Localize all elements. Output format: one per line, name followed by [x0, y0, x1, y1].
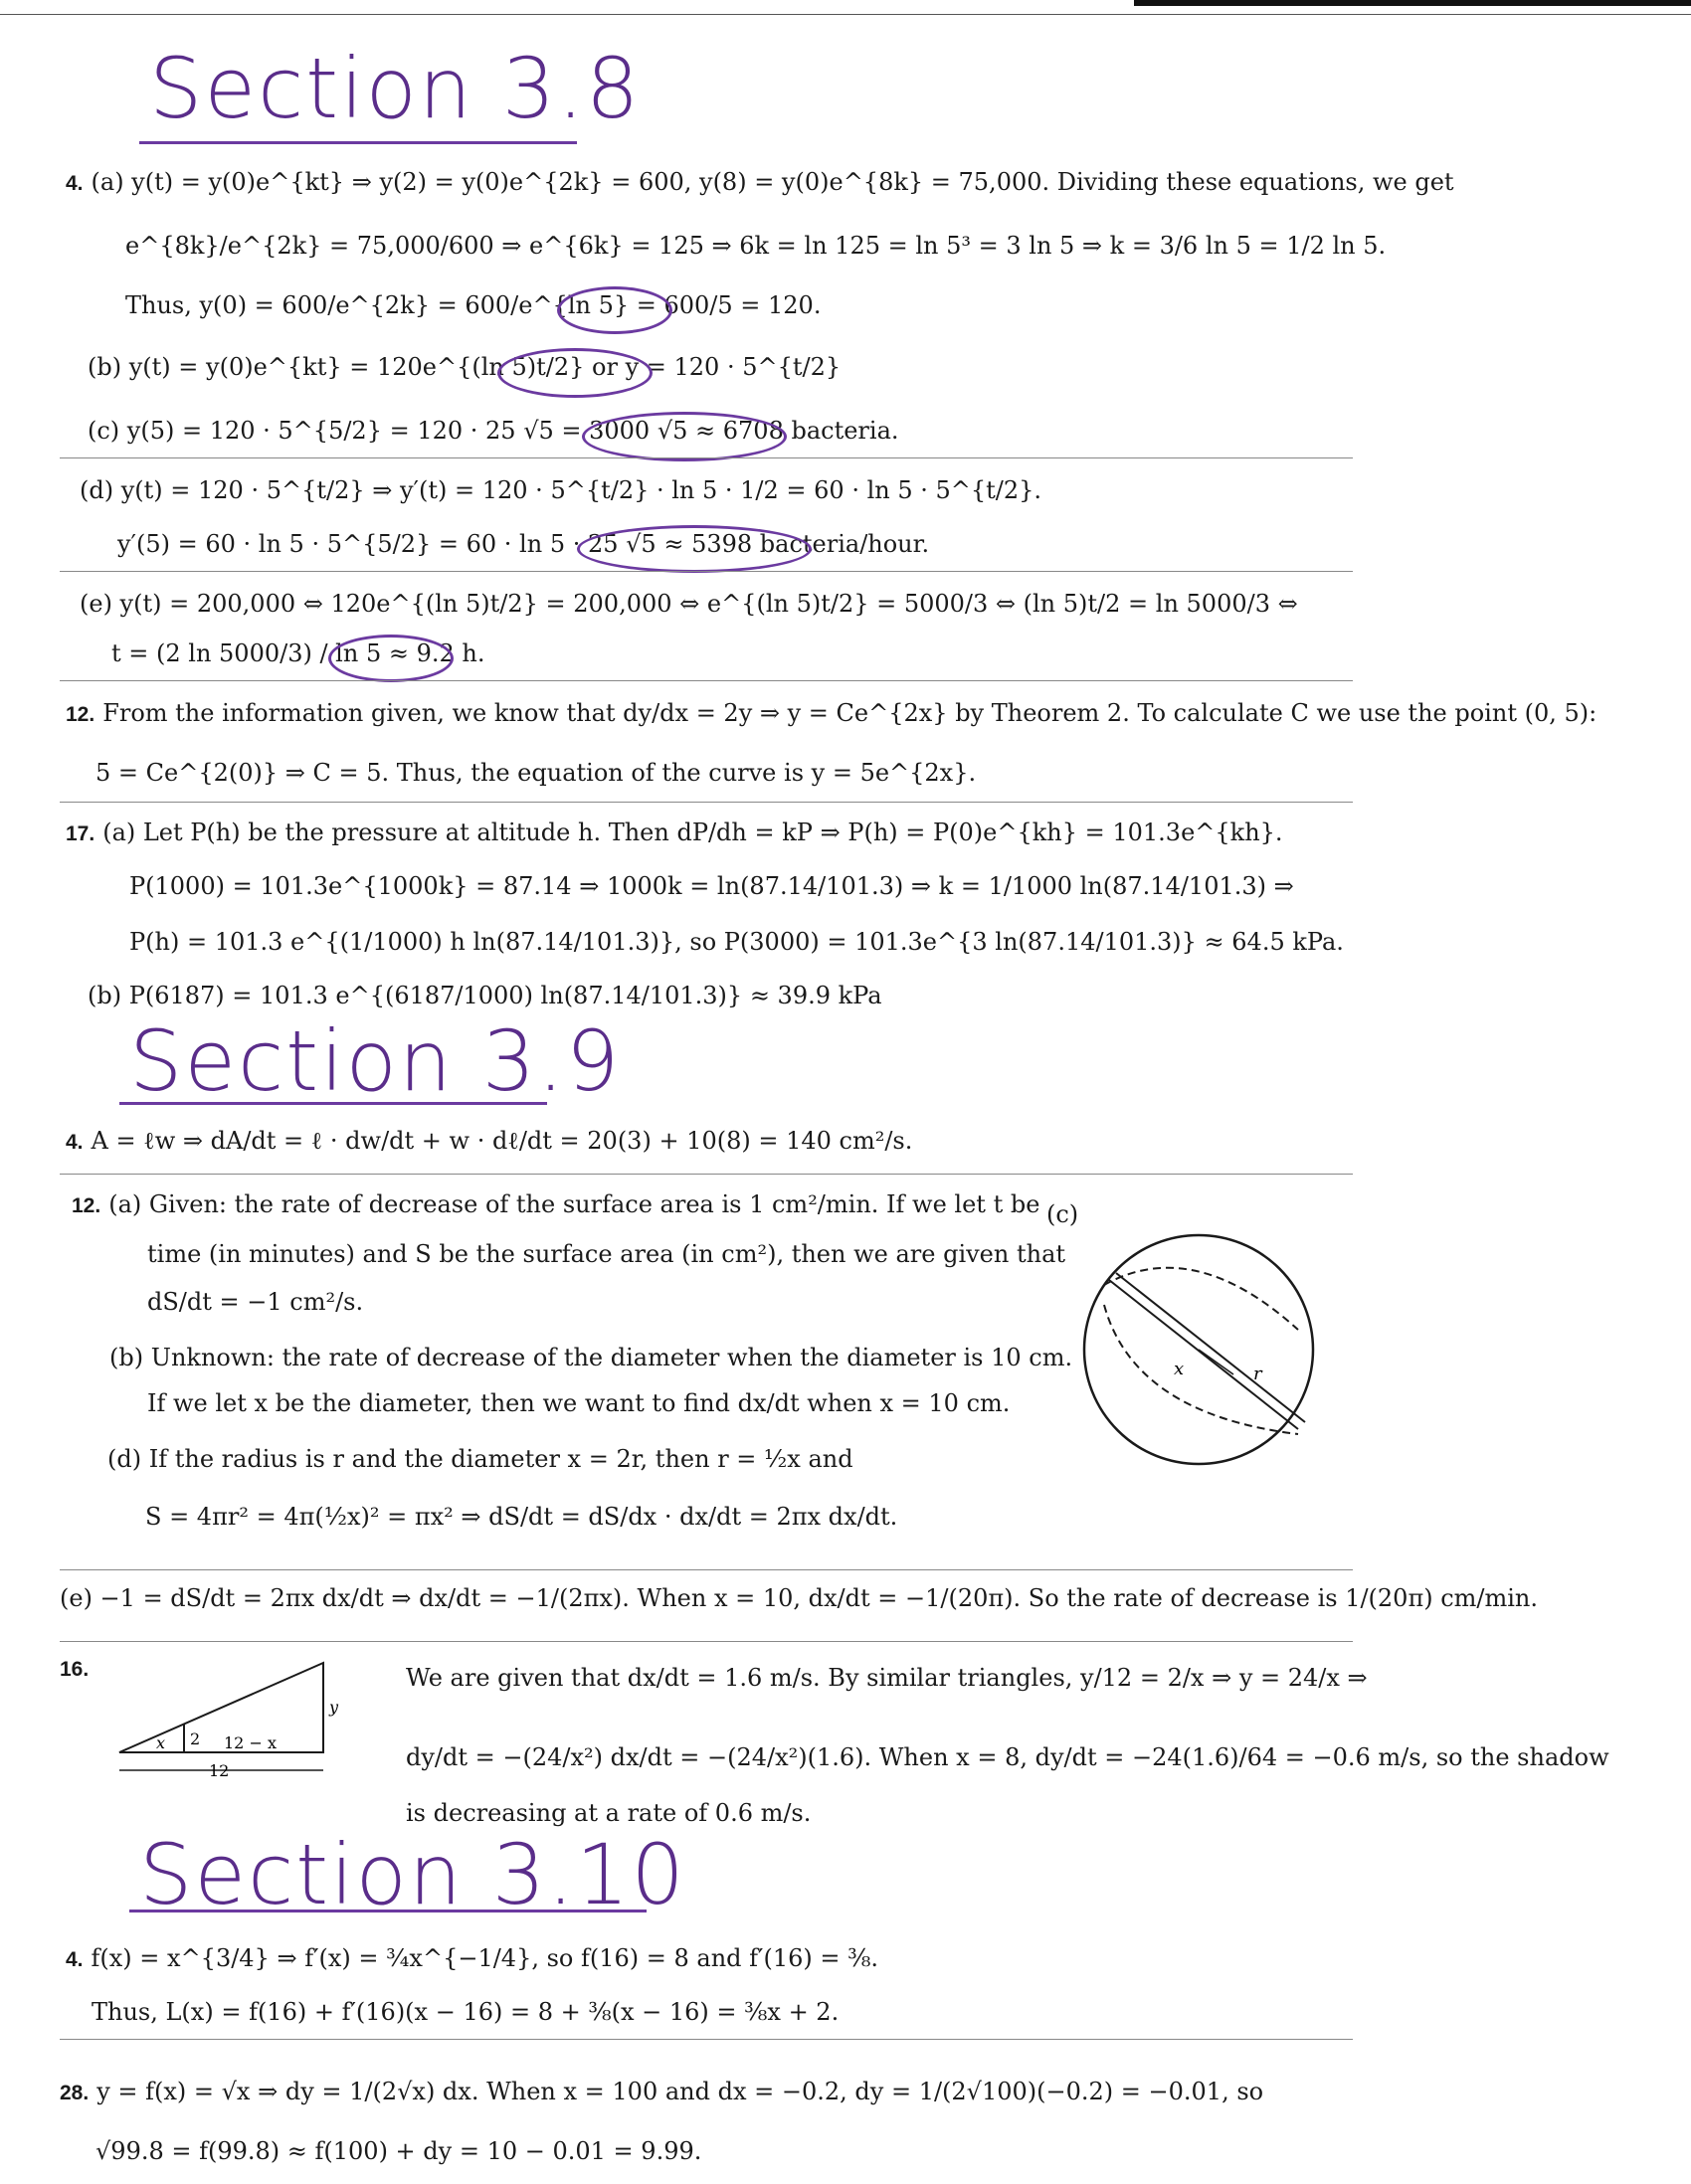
divider	[60, 1641, 1353, 1642]
problem-12-sphere-b1: (b) Unknown: the rate of decrease of the diameter when the diameter is 10 cm.	[109, 1344, 1073, 1371]
divider	[60, 680, 1353, 681]
problem-4-line-b: (b) y(t) = y(0)e^{kt} = 120e^{(ln 5)t/2} or y = 120 · 5^{t/2}	[88, 353, 842, 381]
section-3-9-heading: Section 3.9	[129, 1012, 622, 1110]
top-page-rule	[0, 14, 1691, 15]
problem-4-line-e2: t = (2 ln 5000/3) / ln 5 ≈ 9.2 h.	[111, 639, 485, 667]
problem-4-line-a2: e^{8k}/e^{2k} = 75,000/600 ⇒ e^{6k} = 125 ⇒ 6k = ln 125 = ln 5³ = 3 ln 5 ⇒ k = 3/6 ln 5 = 1/2 ln 5.	[125, 232, 1387, 260]
triangle-label-12: 12	[209, 1761, 230, 1780]
problem-4-line-a3: Thus, y(0) = 600/e^{2k} = 600/e^{ln 5} = 600/5 = 120.	[125, 291, 822, 319]
section-3-8-heading: Section 3.8	[149, 40, 642, 137]
circled-answer	[497, 348, 653, 398]
triangle-shape	[119, 1663, 323, 1752]
diameter-line	[1109, 1280, 1298, 1429]
problem-12-sphere-a3: dS/dt = −1 cm²/s.	[147, 1288, 364, 1316]
divider	[60, 2039, 1353, 2040]
problem-4-line-c: (c) y(5) = 120 · 5^{5/2} = 120 · 25 √5 = 3000 √5 ≈ 6708 bacteria.	[88, 417, 899, 445]
problem-number: 12.	[72, 1194, 101, 1217]
section-3-8-underline	[139, 141, 577, 144]
sphere-diagram	[1074, 1225, 1323, 1474]
problem-12-sphere-b2: If we let x be the diameter, then we want to find dx/dt when x = 10 cm.	[147, 1389, 1011, 1417]
problem-12-line-1: 12. From the information given, we know that dy/dx = 2y ⇒ y = Ce^{2x} by Theorem 2. To calculate C we use the point (0, 5):	[66, 699, 1597, 727]
divider	[60, 1174, 1353, 1175]
problem-16-line-1: We are given that dx/dt = 1.6 m/s. By similar triangles, y/12 = 2/x ⇒ y = 24/x ⇒	[406, 1664, 1368, 1692]
problem-16-number	[60, 1653, 96, 1685]
section-3-10-underline	[129, 1910, 647, 1912]
circled-answer	[582, 412, 787, 461]
divider	[60, 571, 1353, 572]
problem-17-line-4: (b) P(6187) = 101.3 e^{(6187/1000) ln(87.14/101.3)} ≈ 39.9 kPa	[88, 982, 882, 1009]
problem-12-sphere-a2: time (in minutes) and S be the surface area (in cm²), then we are given that	[147, 1240, 1066, 1268]
problem-4-linearization-line-2: Thus, L(x) = f(16) + f′(16)(x − 16) = 8 + ⅜(x − 16) = ⅜x + 2.	[92, 1998, 840, 2026]
top-edge-bar	[1134, 0, 1691, 6]
problem-16-line-3: is decreasing at a rate of 0.6 m/s.	[406, 1799, 812, 1827]
circled-answer	[328, 635, 454, 682]
problem-4-line-a1: 4. (a) y(t) = y(0)e^{kt} ⇒ y(2) = y(0)e^{2k} = 600, y(8) = y(0)e^{8k} = 75,000. Dividing these equations, we get	[66, 168, 1454, 196]
problem-number: 16.	[60, 1658, 90, 1681]
section-3-9-underline	[119, 1102, 547, 1105]
problem-16-line-2: dy/dt = −(24/x²) dx/dt = −(24/x²)(1.6). When x = 8, dy/dt = −24(1.6)/64 = −0.6 m/s, so the shadow	[406, 1743, 1609, 1771]
problem-4-line-d1: (d) y(t) = 120 · 5^{t/2} ⇒ y′(t) = 120 · 5^{t/2} · ln 5 · 1/2 = 60 · ln 5 · 5^{t/2}.	[80, 476, 1042, 504]
problem-4-linearization-line-1: 4. f(x) = x^{3/4} ⇒ f′(x) = ¾x^{−1/4}, so f(16) = 8 and f′(16) = ⅜.	[66, 1944, 879, 1972]
problem-12-sphere-e: (e) −1 = dS/dt = 2πx dx/dt ⇒ dx/dt = −1/(2πx). When x = 10, dx/dt = −1/(20π). So the rate of decrease is 1/(20π) cm/min.	[60, 1584, 1539, 1612]
problem-17-line-3: P(h) = 101.3 e^{(1/1000) h ln(87.14/101.3)}, so P(3000) = 101.3e^{3 ln(87.14/101.3)} ≈ 64.5 kPa.	[129, 928, 1344, 956]
problem-4-line-d2: y′(5) = 60 · ln 5 · 5^{5/2} = 60 · ln 5 · 25 √5 ≈ 5398 bacteria/hour.	[117, 530, 930, 558]
problem-number: 4.	[66, 1131, 84, 1154]
divider	[60, 1569, 1353, 1570]
divider	[60, 457, 1353, 458]
shadow-triangle-diagram	[114, 1653, 343, 1787]
problem-12-sphere-d2: S = 4πr² = 4π(½x)² = πx² ⇒ dS/dt = dS/dx · dx/dt = 2πx dx/dt.	[145, 1503, 898, 1531]
problem-number: 4.	[66, 1948, 84, 1971]
triangle-label-y: y	[329, 1698, 339, 1717]
part-c-label: (c)	[1046, 1200, 1079, 1228]
problem-17-line-2: P(1000) = 101.3e^{1000k} = 87.14 ⇒ 1000k = ln(87.14/101.3) ⇒ k = 1/1000 ln(87.14/101.3) ⇒	[129, 872, 1294, 900]
diagram-label-r: r	[1253, 1364, 1262, 1384]
problem-28-line-2: √99.8 = f(99.8) ≈ f(100) + dy = 10 − 0.01 = 9.99.	[95, 2137, 702, 2165]
problem-12-line-2: 5 = Ce^{2(0)} ⇒ C = 5. Thus, the equation of the curve is y = 5e^{2x}.	[95, 759, 977, 787]
diameter-line-2	[1116, 1273, 1305, 1422]
problem-17-line-1: 17. (a) Let P(h) be the pressure at altitude h. Then dP/dh = kP ⇒ P(h) = P(0)e^{kh} = 101.3e^{kh}.	[66, 819, 1283, 846]
sphere-equator-bottom	[1104, 1305, 1298, 1434]
circled-answer	[557, 286, 672, 334]
problem-number: 12.	[66, 703, 95, 726]
circled-answer	[577, 525, 812, 573]
problem-number: 4.	[66, 172, 84, 195]
problem-28-line-1: 28. y = f(x) = √x ⇒ dy = 1/(2√x) dx. When x = 100 and dx = −0.2, dy = 1/(2√100)(−0.2) = −0.01, so	[60, 2078, 1264, 2105]
diagram-label-x: x	[1174, 1359, 1185, 1379]
problem-12-sphere-d1: (d) If the radius is r and the diameter x = 2r, then r = ½x and	[107, 1445, 853, 1473]
triangle-label-2: 2	[190, 1729, 201, 1748]
section-3-10-heading: Section 3.10	[139, 1826, 686, 1923]
problem-number: 28.	[60, 2082, 90, 2104]
problem-4-line-e1: (e) y(t) = 200,000 ⇔ 120e^{(ln 5)t/2} = 200,000 ⇔ e^{(ln 5)t/2} = 5000/3 ⇔ (ln 5)t/2 = ln 5000/3 ⇔	[80, 590, 1298, 618]
problem-number: 17.	[66, 822, 95, 845]
divider	[60, 802, 1353, 803]
triangle-label-12-minus-x: 12 − x	[224, 1733, 277, 1752]
problem-4-area-line: 4. A = ℓw ⇒ dA/dt = ℓ · dw/dt + w · dℓ/dt = 20(3) + 10(8) = 140 cm²/s.	[66, 1127, 913, 1155]
problem-12-sphere-a1: 12. (a) Given: the rate of decrease of the surface area is 1 cm²/min. If we let t be	[72, 1190, 1040, 1218]
triangle-label-x: x	[156, 1733, 166, 1752]
